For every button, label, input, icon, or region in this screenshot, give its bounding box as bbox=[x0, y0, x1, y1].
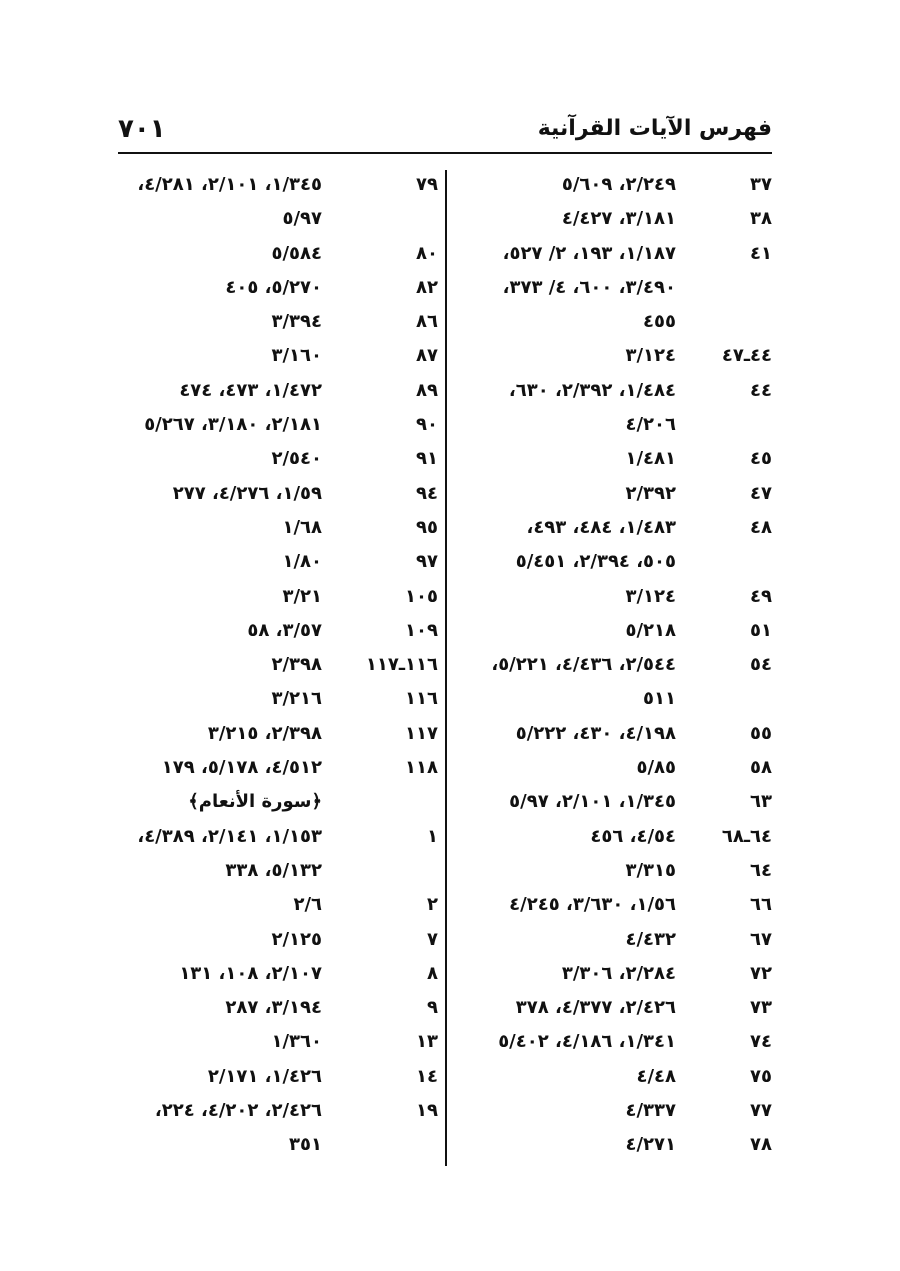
left-column bbox=[118, 168, 438, 1163]
index-row bbox=[450, 1128, 772, 1162]
page-references: ٢/٦ bbox=[293, 894, 322, 916]
index-row bbox=[450, 888, 772, 922]
page-references: ٣/١٨١، ٤/٤٢٧ bbox=[561, 208, 676, 230]
index-row bbox=[118, 648, 438, 682]
verse-number: ٤٩ bbox=[750, 585, 772, 607]
page-references: ١/١٨٧، ١٩٣، ٢/ ٥٢٧، bbox=[502, 242, 676, 264]
index-row bbox=[450, 374, 772, 408]
page-references: ٣/٣٩٤ bbox=[271, 311, 322, 333]
index-row bbox=[118, 785, 438, 819]
page-references: ٤/٢٠٦ bbox=[625, 414, 676, 436]
verse-number: ٧٢ bbox=[750, 962, 772, 984]
index-row bbox=[450, 1060, 772, 1094]
page-title: فهرس الآيات القرآنية bbox=[537, 116, 772, 141]
verse-number: ٦٦ bbox=[750, 894, 772, 916]
header-rule bbox=[118, 152, 772, 154]
verse-number: ١١٧ bbox=[405, 722, 438, 744]
verse-number: ٤٨ bbox=[750, 516, 772, 538]
verse-number: ٨٧ bbox=[416, 345, 438, 367]
page-references: ٤/٥١٢، ٥/١٧٨، ١٧٩ bbox=[161, 757, 322, 779]
index-row bbox=[450, 785, 772, 819]
verse-number: ٨٩ bbox=[416, 379, 438, 401]
verse-number: ١٩ bbox=[416, 1100, 438, 1122]
index-row bbox=[450, 1094, 772, 1128]
index-row bbox=[450, 1025, 772, 1059]
index-row bbox=[118, 820, 438, 854]
page-references: ١/٤٨٣، ٤٨٤، ٤٩٣، bbox=[526, 516, 676, 538]
page-references: ٢/٤٢٦، ٤/٣٧٧، ٣٧٨ bbox=[515, 997, 676, 1019]
verse-number: ٨٦ bbox=[416, 311, 438, 333]
page-references: ٤/١٩٨، ٤٣٠، ٥/٢٢٢ bbox=[515, 722, 676, 744]
page-references: ٥٠٥، ٢/٣٩٤، ٥/٤٥١ bbox=[515, 551, 676, 573]
verse-number: ٤١ bbox=[750, 242, 772, 264]
verse-number: ٥٤ bbox=[750, 654, 772, 676]
page-references: ٢/٤٢٦، ٤/٢٠٢، ٢٢٤، bbox=[154, 1100, 322, 1122]
verse-number: ٩ bbox=[427, 997, 438, 1019]
page-references: ٤/٥٤، ٤٥٦ bbox=[590, 825, 676, 847]
page-references: ٥/٥٨٤ bbox=[271, 242, 322, 264]
verse-number: ٤٤ bbox=[750, 379, 772, 401]
verse-number: ٧٤ bbox=[750, 1031, 772, 1053]
index-row bbox=[450, 682, 772, 716]
index-row bbox=[450, 751, 772, 785]
page-references: ٥/٨٥ bbox=[636, 757, 676, 779]
page-references: ٥/١٣٢، ٣٣٨ bbox=[225, 859, 322, 881]
index-row bbox=[450, 511, 772, 545]
index-row bbox=[118, 923, 438, 957]
page-references: ١/١٥٣، ٢/١٤١، ٤/٣٨٩، bbox=[137, 825, 322, 847]
index-row bbox=[118, 580, 438, 614]
page-references: ٥/٢١٨ bbox=[625, 619, 676, 641]
page-references: ٣/٥٧، ٥٨ bbox=[247, 619, 322, 641]
index-row bbox=[118, 202, 438, 236]
verse-number: ٥٨ bbox=[750, 757, 772, 779]
page-references: ٢/٢٨٤، ٣/٣٠٦ bbox=[561, 962, 676, 984]
index-row bbox=[450, 545, 772, 579]
page-references: ٥١١ bbox=[643, 688, 676, 710]
index-row bbox=[118, 854, 438, 888]
verse-number: ٤٧ bbox=[750, 482, 772, 504]
verse-number: ٧٥ bbox=[750, 1065, 772, 1087]
verse-number: ٦٧ bbox=[750, 928, 772, 950]
index-row bbox=[118, 1094, 438, 1128]
verse-number: ٩٠ bbox=[416, 414, 438, 436]
verse-number: ٧٣ bbox=[750, 997, 772, 1019]
verse-number: ٩١ bbox=[416, 448, 438, 470]
page-references: ٢/١٢٥ bbox=[271, 928, 322, 950]
verse-number: ١٣ bbox=[416, 1031, 438, 1053]
index-row bbox=[450, 614, 772, 648]
index-row bbox=[118, 545, 438, 579]
page-references: ١/٤٨١ bbox=[625, 448, 676, 470]
page-header bbox=[118, 112, 772, 150]
verse-number: ١١٦ـ١١٧ bbox=[365, 654, 438, 676]
page-references: ١/٥٩، ٤/٢٧٦، ٢٧٧ bbox=[172, 482, 322, 504]
verse-number: ٧٧ bbox=[750, 1100, 772, 1122]
page-references: ٤/٤٨ bbox=[636, 1065, 676, 1087]
index-row bbox=[450, 580, 772, 614]
index-row bbox=[118, 408, 438, 442]
index-row bbox=[450, 202, 772, 236]
page-references: ١/٣٤٥، ٢/١٠١، ٥/٩٧ bbox=[509, 791, 676, 813]
page-references: ٣/٢١٦ bbox=[271, 688, 322, 710]
index-row bbox=[118, 888, 438, 922]
index-row bbox=[118, 339, 438, 373]
page-references: ٢/٣٩٨، ٣/٢١٥ bbox=[207, 722, 322, 744]
verse-number: ٢ bbox=[427, 894, 438, 916]
index-row bbox=[118, 1128, 438, 1162]
page-references: ١/٣٤١، ٤/١٨٦، ٥/٤٠٢ bbox=[498, 1031, 676, 1053]
verse-number: ١ bbox=[427, 825, 438, 847]
index-row bbox=[118, 614, 438, 648]
verse-number: ٧٩ bbox=[416, 174, 438, 195]
page-references: ٥/٩٧ bbox=[282, 208, 322, 230]
index-row bbox=[450, 648, 772, 682]
index-row bbox=[450, 408, 772, 442]
verse-number: ١١٦ bbox=[405, 688, 438, 710]
page-references: ٣/٣١٥ bbox=[625, 859, 676, 881]
index-row bbox=[118, 1060, 438, 1094]
verse-number: ٣٨ bbox=[750, 208, 772, 230]
index-row bbox=[450, 305, 772, 339]
page-references: ٣/١٢٤ bbox=[625, 585, 676, 607]
index-row bbox=[450, 820, 772, 854]
verse-number: ٩٧ bbox=[416, 551, 438, 573]
index-row bbox=[450, 717, 772, 751]
verse-number: ٤٥ bbox=[750, 448, 772, 470]
verse-number: ٤٤ـ٤٧ bbox=[721, 345, 772, 367]
page-references: ٤/٣٣٧ bbox=[625, 1100, 676, 1122]
page-references: ٣/٤٩٠، ٦٠٠، ٤/ ٣٧٣، bbox=[502, 276, 676, 298]
page-references: ٢/١٨١، ٣/١٨٠، ٥/٢٦٧ bbox=[144, 414, 322, 436]
page-references: ٢/١٠٧، ١٠٨، ١٣١ bbox=[179, 962, 322, 984]
index-row bbox=[118, 717, 438, 751]
verse-number: ٨٢ bbox=[416, 276, 438, 298]
index-row bbox=[118, 305, 438, 339]
index-row bbox=[450, 339, 772, 373]
index-row bbox=[118, 751, 438, 785]
index-row bbox=[118, 271, 438, 305]
verse-number: ٦٤ـ٦٨ bbox=[721, 825, 772, 847]
page-references: ٢/٣٩٨ bbox=[271, 654, 322, 676]
verse-number: ٦٣ bbox=[750, 791, 772, 813]
index-row bbox=[118, 168, 438, 202]
index-row bbox=[450, 854, 772, 888]
index-row bbox=[118, 957, 438, 991]
page-references: ١/٤٧٢، ٤٧٣، ٤٧٤ bbox=[179, 379, 322, 401]
index-row bbox=[450, 477, 772, 511]
page-references: ٤/٤٣٢ bbox=[625, 928, 676, 950]
index-row bbox=[450, 991, 772, 1025]
verse-number: ٧ bbox=[427, 928, 438, 950]
index-row bbox=[450, 271, 772, 305]
index-row bbox=[118, 682, 438, 716]
index-row bbox=[118, 237, 438, 271]
verse-number: ٦٤ bbox=[750, 859, 772, 881]
index-row bbox=[450, 923, 772, 957]
page-references: ٢/٢٤٩، ٥/٦٠٩ bbox=[561, 174, 676, 195]
verse-number: ١٤ bbox=[416, 1065, 438, 1087]
verse-number: ٣٧ bbox=[750, 174, 772, 195]
page-references: ١/٤٨٤، ٢/٣٩٢، ٦٣٠، bbox=[508, 379, 676, 401]
page-references: ٥/٢٧٠، ٤٠٥ bbox=[225, 276, 322, 298]
page-references: ٢/٣٩٢ bbox=[625, 482, 676, 504]
index-row bbox=[118, 477, 438, 511]
page-references: ٣/١٦٠ bbox=[271, 345, 322, 367]
surah-heading: ﴿سورة الأنعام﴾ bbox=[188, 791, 322, 813]
index-row bbox=[118, 442, 438, 476]
page-references: ٤/٢٧١ bbox=[625, 1134, 676, 1156]
verse-number: ١٠٥ bbox=[405, 585, 438, 607]
page-references: ٢/٥٤٠ bbox=[271, 448, 322, 470]
verse-number: ٩٤ bbox=[416, 482, 438, 504]
verse-number: ٨٠ bbox=[416, 242, 438, 264]
index-row bbox=[450, 168, 772, 202]
index-row bbox=[450, 957, 772, 991]
verse-number: ٩٥ bbox=[416, 516, 438, 538]
index-row bbox=[450, 237, 772, 271]
index-row bbox=[118, 1025, 438, 1059]
page-references: ٤٥٥ bbox=[643, 311, 676, 333]
verse-number: ٥١ bbox=[750, 619, 772, 641]
verse-number: ٧٨ bbox=[750, 1134, 772, 1156]
index-row bbox=[118, 374, 438, 408]
page-references: ٣/٢١ bbox=[282, 585, 322, 607]
page-references: ٣/١٢٤ bbox=[625, 345, 676, 367]
page-references: ٣٥١ bbox=[289, 1134, 322, 1156]
page-references: ١/٦٨ bbox=[282, 516, 322, 538]
verse-number: ١١٨ bbox=[405, 757, 438, 779]
page-number: ٧٠١ bbox=[118, 114, 166, 144]
index-row bbox=[450, 442, 772, 476]
verse-number: ٨ bbox=[427, 962, 438, 984]
page-references: ٢/٥٤٤، ٤/٤٣٦، ٥/٢٢١، bbox=[491, 654, 676, 676]
page-references: ١/٨٠ bbox=[282, 551, 322, 573]
page-references: ٣/١٩٤، ٢٨٧ bbox=[225, 997, 322, 1019]
right-column bbox=[450, 168, 772, 1163]
page-references: ١/٣٤٥، ٢/١٠١، ٤/٢٨١، bbox=[137, 174, 322, 195]
page-references: ١/٤٢٦، ٢/١٧١ bbox=[207, 1065, 322, 1087]
page-references: ١/٣٦٠ bbox=[271, 1031, 322, 1053]
index-row bbox=[118, 511, 438, 545]
verse-number: ١٠٩ bbox=[405, 619, 438, 641]
verse-number: ٥٥ bbox=[750, 722, 772, 744]
page-references: ١/٥٦، ٣/٦٣٠، ٤/٢٤٥ bbox=[509, 894, 676, 916]
column-divider bbox=[445, 170, 447, 1166]
index-row bbox=[118, 991, 438, 1025]
